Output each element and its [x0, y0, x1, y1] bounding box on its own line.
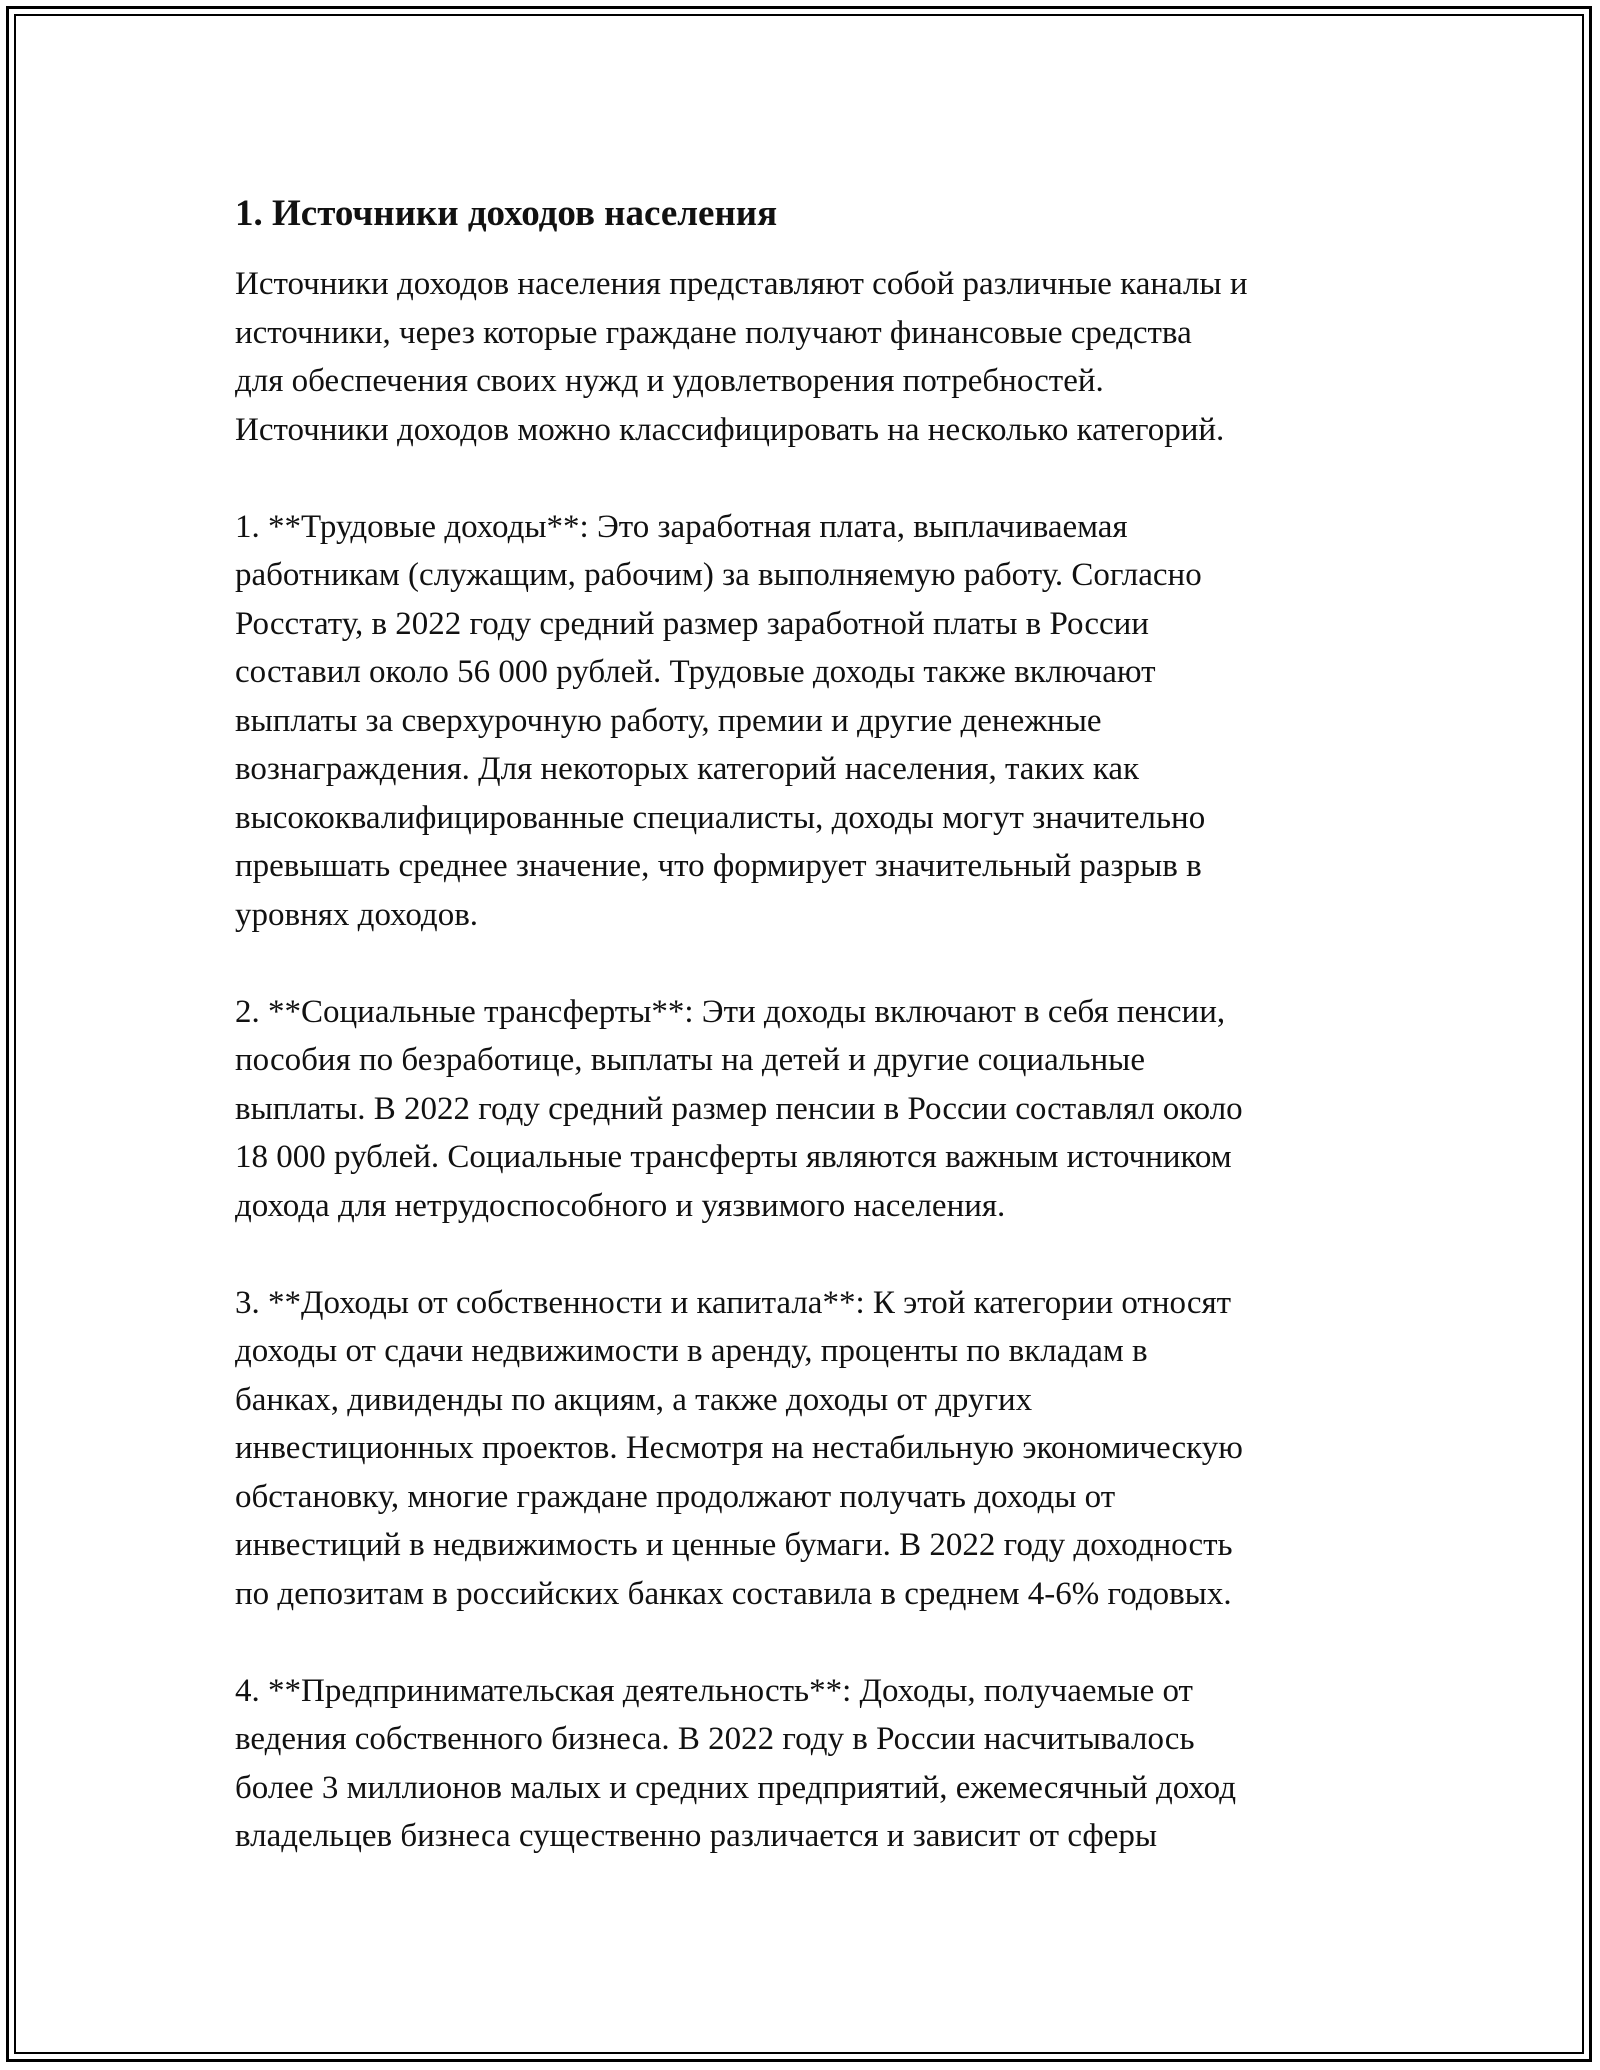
text-line: владельцев бизнеса существенно различается и зависит от сферы [235, 1818, 1158, 1854]
text-line: обстановку, многие граждане продолжают получать доходы от [235, 1478, 1116, 1515]
text-line: работникам (служащим, рабочим) за выполняемую работу. Согласно [235, 557, 1202, 593]
text-line: 4. **Предпринимательская деятельность**: Доходы, получаемые от [235, 1672, 1193, 1709]
text-line: пособия по безработице, выплаты на детей и другие социальные [235, 1042, 1145, 1078]
section-heading: 1. Источники доходов населения [235, 193, 778, 234]
text-line: превышать среднее значение, что формирует значительный разрыв в [235, 848, 1202, 884]
text-line: высококвалифицированные специалисты, доходы могут значительно [235, 799, 1206, 836]
text-line: вознаграждения. Для некоторых категорий населения, таких как [235, 751, 1140, 787]
text-line: источники, через которые граждане получают финансовые средства [235, 314, 1192, 351]
paragraph [235, 988, 1395, 1231]
paragraph [235, 1279, 1395, 1619]
text-line: по депозитам в российских банках составила в среднем 4-6% годовых. [235, 1575, 1232, 1612]
text-line: Источники доходов можно классифицировать на несколько категорий. [235, 411, 1225, 448]
text-line: составил около 56 000 рублей. Трудовые доходы также включают [235, 654, 1156, 690]
text-line: выплаты. В 2022 году средний размер пенсии в России составлял около [235, 1090, 1243, 1127]
text-line: 18 000 рублей. Социальные трансферты являются важным источником [235, 1139, 1232, 1175]
text-line: 1. **Трудовые доходы**: Это заработная плата, выплачиваемая [235, 508, 1128, 545]
document-body [235, 190, 1395, 1909]
text-line: уровнях доходов. [235, 896, 479, 933]
text-line: для обеспечения своих нужд и удовлетворения потребностей. [235, 363, 1104, 399]
text-line: более 3 миллионов малых и средних предприятий, ежемесячный доход [235, 1769, 1236, 1806]
text-line: банках, дивиденды по акциям, а также доходы от других [235, 1381, 1033, 1418]
paragraph [235, 1667, 1395, 1861]
text-line: инвестиций в недвижимость и ценные бумаги. В 2022 году доходность [235, 1527, 1233, 1563]
text-line: Росстату, в 2022 году средний размер заработной платы в России [235, 605, 1149, 642]
paragraph-list [235, 260, 1395, 1861]
text-line: 3. **Доходы от собственности и капитала**: К этой категории относят [235, 1284, 1232, 1321]
text-line: инвестиционных проектов. Несмотря на нестабильную экономическую [235, 1430, 1243, 1466]
text-line: ведения собственного бизнеса. В 2022 году в России насчитывалось [235, 1721, 1195, 1757]
text-line: доходы от сдачи недвижимости в аренду, проценты по вкладам в [235, 1333, 1148, 1369]
text-line: 2. **Социальные трансферты**: Эти доходы включают в себя пенсии, [235, 993, 1226, 1030]
text-line: дохода для нетрудоспособного и уязвимого населения. [235, 1187, 1006, 1224]
text-line: Источники доходов населения представляют собой различные каналы и [235, 266, 1248, 302]
paragraph [235, 503, 1395, 940]
paragraph [235, 260, 1395, 454]
text-line: выплаты за сверхурочную работу, премии и другие денежные [235, 702, 1102, 739]
